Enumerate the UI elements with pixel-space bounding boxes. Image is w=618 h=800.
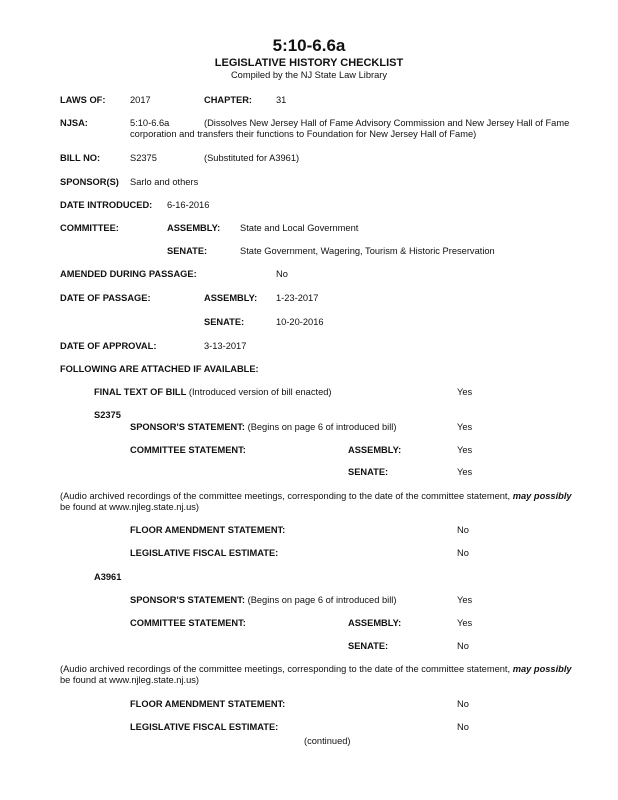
a3961-floor-value: No — [457, 699, 469, 709]
a3961-audio-line2: be found at www.njleg.state.nj.us) — [60, 675, 200, 685]
s2375-assembly-label: ASSEMBLY: — [348, 445, 402, 455]
amended-value: No — [276, 269, 288, 279]
njsa-label: NJSA: — [60, 118, 88, 128]
a3961-sponsor-statement-row — [130, 595, 396, 606]
date-introduced-label: DATE INTRODUCED: — [60, 200, 153, 210]
a3961-committee-statement-label: COMMITTEE STATEMENT: — [130, 618, 246, 628]
final-text-label: FINAL TEXT OF BILL — [94, 387, 187, 397]
date-introduced-value: 6-16-2016 — [167, 200, 210, 210]
bill-no-value: S2375 — [130, 153, 157, 163]
s2375-sponsor-statement-note: (Begins on page 6 of introduced bill) — [247, 422, 397, 432]
passage-assembly-value: 1-23-2017 — [276, 293, 319, 303]
s2375-fiscal-value: No — [457, 548, 469, 558]
s2375-audio-note — [60, 491, 605, 513]
passage-senate-label: SENATE: — [204, 317, 245, 327]
committee-senate-value: State Government, Wagering, Tourism & Historic Preservation — [240, 246, 495, 256]
s2375-sponsor-statement-value: Yes — [457, 422, 473, 432]
committee-label: COMMITTEE: — [60, 223, 119, 233]
amended-label: AMENDED DURING PASSAGE: — [60, 269, 197, 279]
attached-heading: FOLLOWING ARE ATTACHED IF AVAILABLE: — [60, 364, 259, 374]
bill-id-s2375: S2375 — [94, 410, 121, 420]
bill-no-note: (Substituted for A3961) — [204, 153, 300, 163]
njsa-desc-line1: (Dissolves New Jersey Hall of Fame Advisory Commission and New Jersey Hall of Fame — [204, 118, 570, 128]
committee-assembly-value: State and Local Government — [240, 223, 359, 233]
a3961-sponsor-statement-label: SPONSOR'S STATEMENT: — [130, 595, 245, 605]
s2375-fiscal-label: LEGISLATIVE FISCAL ESTIMATE: — [130, 548, 279, 558]
compiled-by: Compiled by the NJ State Law Library — [230, 70, 388, 80]
bill-id-a3961: A3961 — [94, 572, 122, 582]
a3961-sponsor-statement-value: Yes — [457, 595, 473, 605]
s2375-sponsor-statement-label: SPONSOR'S STATEMENT: — [130, 422, 245, 432]
doc-title: 5:10-6.6a — [272, 36, 346, 55]
sponsor-value: Sarlo and others — [130, 177, 199, 187]
chapter-label: CHAPTER: — [204, 95, 253, 105]
a3961-fiscal-label: LEGISLATIVE FISCAL ESTIMATE: — [130, 722, 279, 732]
passage-senate-value: 10-20-2016 — [276, 317, 324, 327]
njsa-desc-line2: corporation and transfers their functions to Foundation for New Jersey Hall of Fame) — [130, 129, 477, 139]
s2375-senate-value: Yes — [457, 467, 473, 477]
approval-value: 3-13-2017 — [204, 341, 247, 351]
a3961-assembly-label: ASSEMBLY: — [348, 618, 402, 628]
s2375-sponsor-statement-row — [130, 422, 396, 433]
passage-assembly-label: ASSEMBLY: — [204, 293, 258, 303]
continued-note: (continued) — [304, 736, 351, 746]
committee-senate-label: SENATE: — [167, 246, 208, 256]
s2375-senate-label: SENATE: — [348, 467, 389, 477]
approval-label: DATE OF APPROVAL: — [60, 341, 157, 351]
bill-no-label: BILL NO: — [60, 153, 101, 163]
a3961-senate-value: No — [457, 641, 469, 651]
a3961-audio-note — [60, 664, 605, 686]
a3961-fiscal-value: No — [457, 722, 469, 732]
s2375-audio-emph: may possibly — [512, 491, 572, 501]
s2375-floor-label: FLOOR AMENDMENT STATEMENT: — [130, 525, 286, 535]
a3961-floor-label: FLOOR AMENDMENT STATEMENT: — [130, 699, 286, 709]
a3961-sponsor-statement-note: (Begins on page 6 of introduced bill) — [247, 595, 397, 605]
chapter-value: 31 — [276, 95, 287, 105]
laws-of-label: LAWS OF: — [60, 95, 106, 105]
s2375-floor-value: No — [457, 525, 469, 535]
s2375-audio-line1: (Audio archived recordings of the committee meetings, corresponding to the date of the committee statement, — [60, 491, 511, 501]
passage-label: DATE OF PASSAGE: — [60, 293, 151, 303]
s2375-committee-statement-label: COMMITTEE STATEMENT: — [130, 445, 246, 455]
final-text-note: (Introduced version of bill enacted) — [188, 387, 332, 397]
a3961-audio-emph: may possibly — [512, 664, 572, 674]
final-text-value: Yes — [457, 387, 473, 397]
a3961-assembly-value: Yes — [457, 618, 473, 628]
final-text-row — [94, 387, 332, 398]
a3961-audio-line1: (Audio archived recordings of the committee meetings, corresponding to the date of the committee statement, — [60, 664, 511, 674]
laws-of-value: 2017 — [130, 95, 151, 105]
committee-assembly-label: ASSEMBLY: — [167, 223, 221, 233]
sponsor-label: SPONSOR(S) — [60, 177, 119, 187]
njsa-value: 5:10-6.6a — [130, 118, 170, 128]
doc-subtitle: LEGISLATIVE HISTORY CHECKLIST — [214, 57, 404, 69]
s2375-audio-line2: be found at www.njleg.state.nj.us) — [60, 502, 200, 512]
s2375-assembly-value: Yes — [457, 445, 473, 455]
a3961-senate-label: SENATE: — [348, 641, 389, 651]
